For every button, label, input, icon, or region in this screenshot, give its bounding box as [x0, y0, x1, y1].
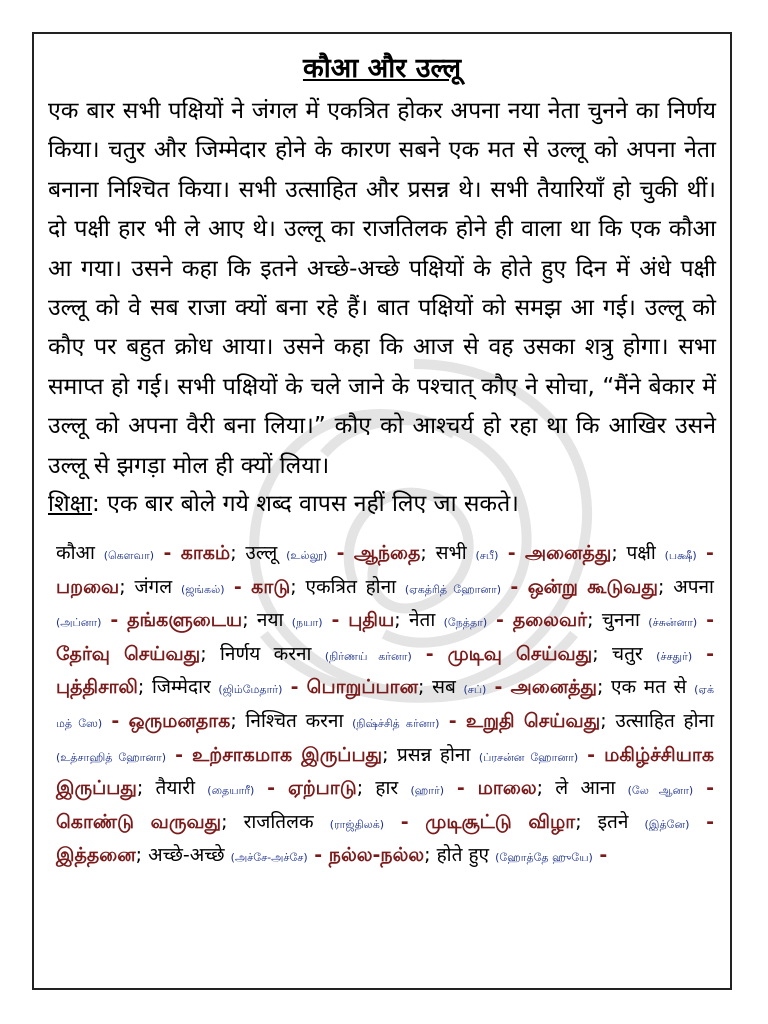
vocab-dash: - [224, 575, 252, 598]
vocab-tamil-meaning: முடிசூட்டு விழா [425, 810, 576, 833]
vocab-transliteration: (சப்) [463, 683, 487, 697]
vocab-entry: चतुर (ச்சதுர்) - புத்திசாலி; [56, 642, 714, 699]
vocab-transliteration: (ப்ரசன்ன ஹோனா) [478, 750, 579, 764]
vocab-entry: एकत्रित होना (ஏகத்ரித் ஹோனா) - ஒன்று கூடுவது; [305, 575, 674, 598]
vocab-hindi-word: जिम्मेदार [151, 676, 211, 699]
vocab-dash: - [166, 743, 193, 766]
vocab-transliteration: (நிர்ணய் கர்னா) [324, 649, 412, 663]
vocabulary-list [44, 538, 720, 874]
vocab-tamil-meaning: மகிழ்ச்சியாக இருப்பது [56, 743, 714, 800]
vocab-dash: - [411, 642, 448, 665]
vocab-dash: - [578, 743, 605, 766]
vocab-dash: - [697, 609, 714, 632]
vocab-dash: - [102, 710, 129, 733]
vocab-hindi-word: पक्षी [626, 542, 656, 565]
worksheet-frame [32, 32, 732, 990]
story-paragraph: एक बार सभी पक्षियों ने जंगल में एकत्रित होकर अपना नया नेता चुनने का निर्णय किया। चतुर और जिम्मेदार होने के कारण सबने एक मत से उल्लू को अपना नेता बनाना निश्चित किया। सभी उत्साहित और प्रसन्न थे। सभी तैयारियाँ हो चुकी थीं। दो पक्षी हार भी ले आए थे। उल्लू का राजतिलक होने ही वाला था कि एक कौआ आ गया। उसने कहा कि इतने अच्छे-अच्छे पक्षियों के होते हुए दिन में अंधे पक्षी उल्लू को वे सब राजा क्यों बना रहे हैं। बात पक्षियों को समझ आ गई। उल्लू को कौए पर बहुत क्रोध आया। उसने कहा कि आज से वह उसका शत्रु होगा। सभा समाप्त हो गई। सभी पक्षियों के चले जाने के पश्चात् कौए ने सोचा, “मैंने बेकार में उल्लू को अपना वैरी बना लिया।” कौए को आश्चर्य हो रहा था कि आखिर उसने उल्लू से झगड़ा मोल ही क्यों लिया। [48, 98, 716, 479]
vocab-entry: नया (நயா) - புதிய; [256, 609, 409, 632]
vocab-tamil-meaning: உறுதி செய்வது [465, 710, 601, 733]
vocab-hindi-word: कौआ [56, 542, 95, 565]
vocab-dash: - [696, 542, 714, 565]
vocab-entry: चुनना (ச்சுன்னா) - தேர்வு செய்வது; [56, 609, 714, 665]
vocab-tamil-meaning: தலைவர் [512, 609, 588, 632]
vocab-entry: राजतिलक (ராஜ்திலக்) - முடிசூட்டு விழா; [243, 810, 598, 833]
vocab-entry: ले आना (லே ஆனா) - கொண்டு வருவது; [56, 777, 714, 833]
moral-line [48, 486, 720, 522]
vocab-hindi-word: चुनना [601, 609, 640, 632]
vocab-tamil-meaning: புதிய [348, 609, 395, 632]
vocab-entry: जंगल (ஜங்கல்) - காடு; [134, 575, 306, 598]
vocab-dash: - [327, 542, 354, 565]
moral-label: शिक्षा [48, 491, 93, 518]
vocab-tamil-meaning: அனைத்து [510, 676, 597, 699]
vocab-tamil-meaning: முடிவு செய்வது [447, 642, 593, 665]
vocab-entry: तैयारी (தையாரீ) - ஏற்பாடு; [155, 777, 376, 800]
vocab-transliteration: (உத்சாஹித் ஹோனா) [56, 750, 167, 764]
vocab-dash: - [501, 575, 528, 598]
vocab-entry: अपना (அப்னா) - தங்களுடைய; [56, 575, 714, 632]
vocab-tamil-meaning: நல்ல-நல்ல [328, 844, 425, 867]
vocab-tamil-meaning: காகம் [180, 542, 231, 565]
vocab-entry: उत्साहित होना (உத்சாஹித் ஹோனா) - உற்சாகமாக இருப்பது; [56, 710, 714, 766]
vocab-dash: - [439, 710, 466, 733]
vocab-transliteration: (ஏகத்ரித் ஹோனா) [404, 582, 502, 596]
vocab-transliteration: (அப்னா) [56, 616, 102, 630]
vocab-entry: निश्चित करना (நிஷ்ச்சித் கர்னா) - உறுதி செய்வது; [245, 710, 616, 733]
vocab-entry: पक्षी (பக்ஷீ) - பறவை; [56, 542, 714, 598]
vocab-entry [437, 844, 608, 866]
vocab-hindi-word: राजतिलक [243, 810, 314, 833]
vocab-hindi-word: एकत्रित होना [305, 575, 397, 598]
vocab-transliteration: (ச்சதுர்) [656, 649, 693, 663]
vocab-transliteration: (இத்னே) [644, 817, 690, 831]
vocab-transliteration: (ஜங்கல்) [180, 582, 225, 596]
vocab-hindi-word: जंगल [134, 575, 173, 598]
vocab-transliteration: (ஹார்) [410, 784, 445, 798]
vocab-tamil-meaning: ஒருமனதாக [128, 710, 231, 733]
moral-colon: : [92, 491, 100, 518]
vocab-tamil-meaning: புத்திசாலி [56, 676, 138, 699]
vocab-transliteration: (ச்சுன்னா) [648, 616, 698, 630]
vocab-transliteration: (லே ஆனா) [627, 784, 694, 798]
vocab-dash: - [693, 777, 714, 800]
vocab-entry: उल्लू (உல்லூ) - ஆந்தை; [245, 542, 436, 565]
vocab-tamil-meaning: இத்தனை [56, 844, 136, 867]
vocab-transliteration: (நேத்தா) [443, 616, 488, 630]
vocab-dash: - [498, 542, 525, 565]
vocab-tamil-meaning: ஒன்று கூடுவது [527, 575, 658, 598]
vocab-dash: - [254, 777, 288, 800]
vocab-dash: - [592, 844, 608, 867]
vocab-tamil-meaning: காடு [251, 575, 291, 598]
vocab-hindi-word: निश्चित करना [245, 710, 344, 733]
vocab-dash: - [154, 542, 181, 565]
vocab-transliteration: (சபீ) [475, 549, 499, 563]
vocab-tamil-meaning: கொண்டு வருவது [56, 810, 222, 833]
vocab-entry: जिम्मेदार (ஜிம்மேதார்) - பொறுப்பான; [151, 676, 433, 699]
vocab-dash: - [322, 609, 349, 632]
vocab-hindi-word: नया [256, 609, 284, 632]
vocab-entry: कौआ (கௌவா) - காகம்; [56, 542, 246, 565]
vocab-hindi-word: सभी [435, 542, 467, 565]
vocab-hindi-word: नेता [409, 609, 436, 632]
vocab-entry: निर्णय करना (நிர்ணய் கர்னா) - முடிவு செய்வது; [220, 642, 612, 665]
vocab-hindi-word: हार [375, 777, 399, 800]
vocab-entry: सभी (சபீ) - அனைத்து; [435, 542, 627, 565]
vocab-hindi-word: निर्णय करना [220, 642, 312, 665]
vocab-hindi-word: चतुर [612, 642, 643, 665]
vocab-transliteration: (நிஷ்ச்சித் கர்னா) [352, 717, 440, 731]
vocab-entry: इतने (இத்னே) - இத்தனை; [56, 810, 714, 867]
vocab-hindi-word: तैयारी [155, 777, 195, 800]
vocab-dash: - [444, 777, 478, 800]
vocab-hindi-word: उत्साहित होना [615, 710, 714, 733]
vocab-hindi-word: अच्छे-अच्छे [148, 844, 225, 867]
vocab-transliteration: (நயா) [291, 616, 323, 630]
vocab-hindi-word: एक मत से [611, 676, 687, 699]
vocab-dash: - [692, 642, 714, 665]
vocab-hindi-word: उल्लू [245, 542, 278, 565]
vocab-dash: - [282, 676, 307, 699]
vocab-dash: - [689, 810, 714, 833]
vocab-transliteration: (பக்ஷீ) [664, 549, 697, 563]
vocab-hindi-word: होते हुए [436, 844, 490, 867]
vocab-entry: अच्छे-अच्छे (அச்சே-அச்சே) - நல்ல-நல்ல; [148, 844, 437, 867]
vocab-dash: - [307, 844, 329, 867]
vocab-transliteration: (ராஜ்திலக்) [329, 817, 385, 831]
vocab-hindi-word: इतने [597, 810, 629, 833]
vocab-tamil-meaning: மாலை [477, 777, 537, 800]
vocab-tamil-meaning: ஏற்பாடு [287, 777, 357, 800]
vocab-tamil-meaning: ஆந்தை [353, 542, 421, 565]
vocab-entry: हार (ஹார்) - மாலை; [375, 777, 556, 800]
vocab-hindi-word: प्रसन्न होना [396, 743, 471, 766]
vocab-tamil-meaning: தங்களுடைய [127, 609, 243, 632]
vocab-tamil-meaning: பொறுப்பான [306, 676, 419, 699]
vocab-tamil-meaning: தேர்வு செய்வது [56, 642, 201, 665]
story-title: कौआ और उल्लू [302, 53, 462, 84]
vocab-hindi-word: ले आना [555, 777, 616, 800]
vocab-hindi-word: अपना [673, 575, 714, 598]
vocab-dash: - [487, 609, 513, 632]
vocab-entry: सब (சப்) - அனைத்து; [432, 676, 612, 699]
vocab-dash: - [384, 810, 426, 833]
vocab-tamil-meaning: உற்சாகமாக இருப்பது [192, 743, 383, 766]
vocab-tamil-meaning: அனைத்து [524, 542, 612, 565]
vocab-tamil-meaning: பறவை [56, 575, 120, 598]
vocab-entry: प्रसन्न होना (ப்ரசன்ன ஹோனா) - மகிழ்ச்சியாக இருப்பது; [56, 743, 714, 800]
vocab-transliteration: (அச்சே-அச்சே) [230, 851, 308, 865]
vocab-entry: नेता (நேத்தா) - தலைவர்; [409, 609, 602, 632]
moral-text: एक बार बोले गये शब्द वापस नहीं लिए जा सकते। [99, 491, 519, 518]
vocab-dash: - [101, 609, 128, 632]
vocab-entry: एक मत से (ஏக் மத் ஸே) - ஒருமனதாக; [56, 676, 714, 733]
vocab-transliteration: (ஏக் மத் ஸே) [56, 683, 714, 731]
vocab-transliteration: (தையாரீ) [207, 784, 255, 798]
vocab-transliteration: (உல்லூ) [286, 549, 328, 563]
vocab-transliteration: (ஹோத்தே ஹுயே) [495, 851, 593, 865]
worksheet-content [44, 52, 720, 874]
vocab-transliteration: (ஜிம்மேதார்) [218, 683, 283, 697]
vocab-transliteration: (கௌவா) [103, 549, 155, 563]
vocab-hindi-word: सब [432, 676, 456, 699]
vocab-dash: - [486, 676, 511, 699]
